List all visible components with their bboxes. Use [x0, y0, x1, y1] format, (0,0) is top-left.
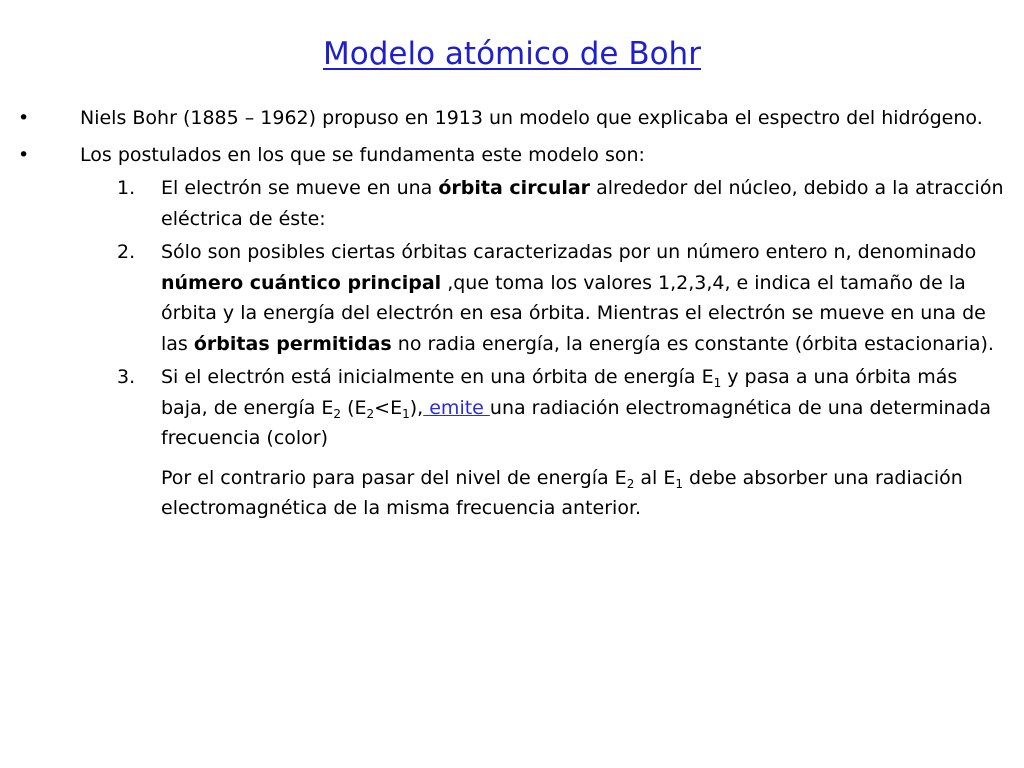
bullet-text: Niels Bohr (1885 – 1962) propuso en 1913 un modelo que explicaba el espectro del hidrógeno. [80, 107, 983, 129]
text-run: una radiación electromagnética de una determinada frecuencia (color) [161, 396, 992, 449]
text-run: ,que toma los valores 1,2,3,4, e indica el tamaño de la órbita y la energía del electrón en esa órbita. Mientras el electrón se mueve en una de las [161, 271, 986, 355]
list-number: 2. [117, 241, 136, 263]
subscript: 2 [333, 406, 342, 421]
page-title: Modelo atómico de Bohr [323, 36, 701, 72]
bold-term: órbitas permitidas [193, 332, 392, 355]
postulate-2 [18, 237, 1008, 359]
text-run: El electrón se mueve en una [161, 177, 439, 199]
list-number: 1. [117, 177, 136, 199]
text-run: alrededor del núcleo, debido a la atracción eléctrica de éste: [161, 177, 1004, 230]
postulate-1 [18, 173, 1008, 234]
bullet-item [18, 103, 1008, 134]
postulate-3-continuation [18, 463, 1008, 524]
subscript: 2 [366, 406, 375, 421]
bullet-icon: • [18, 107, 30, 129]
text-run: y pasa a una órbita más baja, de energía E [161, 366, 958, 419]
text-run: Por el contrario para pasar del nivel de energía E [161, 466, 627, 489]
text-run: Sólo son posibles ciertas órbitas caracterizadas por un número entero n, denominado [161, 241, 977, 263]
bullet-item [18, 140, 1008, 171]
subscript: 1 [402, 406, 410, 421]
bold-term: órbita circular [438, 177, 591, 199]
list-number: 3. [117, 366, 136, 388]
text-run: no radia energía, la energía es constante (órbita estacionaria). [391, 332, 994, 355]
bullet-text: Los postulados en los que se fundamenta este modelo son: [80, 143, 645, 166]
text-run: Si el electrón está inicialmente en una órbita de energía E [161, 366, 714, 388]
subscript: 2 [626, 476, 635, 491]
emite-link[interactable]: emite [423, 396, 490, 419]
subscript: 1 [675, 476, 683, 491]
postulate-3 [18, 362, 1008, 454]
text-run: ), [409, 396, 424, 419]
text-run: (E [341, 396, 367, 419]
subscript: 1 [713, 376, 722, 390]
text-run: debe absorber una radiación electromagnética de la misma frecuencia anterior. [161, 466, 963, 519]
slide-content [18, 103, 1008, 524]
bullet-icon: • [18, 143, 30, 166]
text-run: <E [374, 396, 403, 419]
bold-term: número cuántico principal [161, 271, 442, 294]
text-run: al E [634, 466, 676, 489]
